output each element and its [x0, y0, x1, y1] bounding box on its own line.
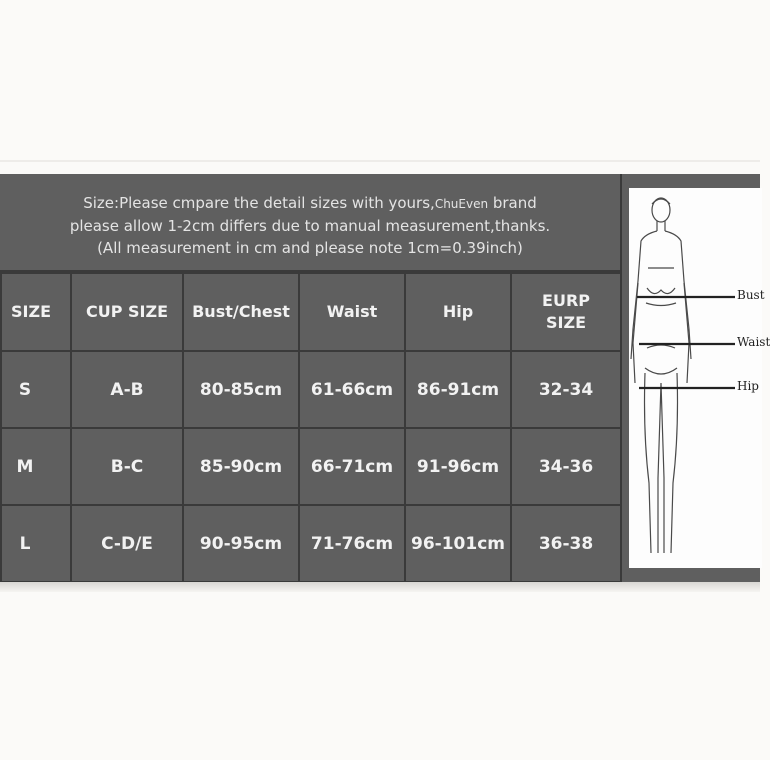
- table-row: [1, 505, 621, 582]
- cell-waist: 66-71cm: [299, 428, 405, 505]
- notice-line-1-suffix: brand: [488, 194, 537, 212]
- cell-cup: A-B: [71, 351, 183, 428]
- brand-name: ChuEven: [434, 197, 489, 211]
- cell-size: M: [1, 428, 71, 505]
- header-eurp-line-2: SIZE: [545, 313, 586, 332]
- cell-hip: 91-96cm: [405, 428, 511, 505]
- top-divider: [0, 160, 760, 162]
- table-row: [1, 351, 621, 428]
- cell-size: S: [1, 351, 71, 428]
- cell-waist: 61-66cm: [299, 351, 405, 428]
- header-bust-chest: Bust/Chest: [183, 273, 299, 351]
- cell-cup: C-D/E: [71, 505, 183, 582]
- cell-bust: 80-85cm: [183, 351, 299, 428]
- header-hip: Hip: [405, 273, 511, 351]
- figure-label-waist: Waist: [737, 335, 770, 349]
- measurement-figure-panel: [620, 174, 770, 582]
- cell-eurp: 36-38: [511, 505, 621, 582]
- size-chart: [0, 174, 770, 582]
- cell-eurp: 32-34: [511, 351, 621, 428]
- figure-label-hip: Hip: [737, 379, 759, 393]
- header-waist: Waist: [299, 273, 405, 351]
- body-outline-icon: [629, 188, 762, 568]
- cell-bust: 90-95cm: [183, 505, 299, 582]
- chart-shadow: [0, 582, 760, 592]
- measurement-figure: [629, 188, 770, 568]
- cell-eurp: 34-36: [511, 428, 621, 505]
- table-header-row: [1, 273, 621, 351]
- notice-line-1-text: Size:Please cmpare the detail sizes with yours,: [83, 194, 435, 212]
- header-eurp-size: [511, 273, 621, 351]
- cell-hip: 96-101cm: [405, 505, 511, 582]
- cell-hip: 86-91cm: [405, 351, 511, 428]
- notice-line-3: (All measurement in cm and please note 1cm=0.39inch): [97, 239, 523, 257]
- table-row: [1, 428, 621, 505]
- header-size: SIZE: [1, 273, 71, 351]
- cell-bust: 85-90cm: [183, 428, 299, 505]
- notice-line-1: [0, 192, 620, 215]
- cell-cup: B-C: [71, 428, 183, 505]
- cell-waist: 71-76cm: [299, 505, 405, 582]
- figure-label-bust: Bust: [737, 288, 765, 302]
- size-notice: [0, 174, 620, 272]
- header-cup-size: CUP SIZE: [71, 273, 183, 351]
- notice-line-2: please allow 1-2cm differs due to manual measurement,thanks.: [69, 217, 551, 235]
- header-eurp-line-1: EURP: [542, 291, 590, 310]
- size-table: [0, 272, 622, 583]
- cell-size: L: [1, 505, 71, 582]
